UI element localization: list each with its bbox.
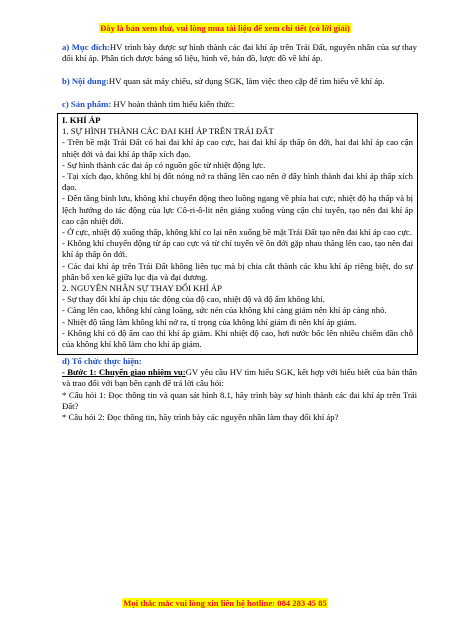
section-d — [62, 356, 417, 423]
box-paragraph: - Nhiệt độ tăng làm không khí nở ra, tỉ trọng của không khí giảm đi nên khí áp giảm. — [62, 316, 357, 327]
preview-banner: Đây là bản xem thử, vui lòng mua tài liệu để xem chi tiết (có lời giải) — [100, 23, 350, 33]
box-paragraph: - Tại xích đạo, không khí bị đốt nóng nở ra thăng lên cao nên ở đây hình thành đai khí áp thấp xích đạo. — [62, 171, 413, 193]
box-paragraph: - Không khí chuyển động từ áp cao cực và từ chí tuyến về ôn đới gặp nhau thăng lên cao, tạo nên đai khí áp thấp ôn đới. — [62, 238, 413, 260]
section-c-text: HV hoàn thành tìm hiểu kiến thức: — [111, 99, 235, 109]
step-1-text: GV yêu cầu HV tìm hiểu SGK, kết hợp với hiểu biết của bản thân và trao đổi với bạn bên cạnh để trả lời câu hỏi: — [62, 367, 417, 389]
box-heading: I. KHÍ ÁP — [62, 115, 101, 125]
section-b — [62, 76, 417, 87]
box-paragraph: - Sự thay đổi khí áp chịu tác động của độ cao, nhiệt độ và độ ẩm không khí. — [62, 294, 325, 305]
question-1: * Câu hỏi 1: Đọc thông tin và quan sát hình 8.1, hãy trình bày sự hình thành các đai khí áp trên Trái Đất? — [62, 389, 417, 411]
section-a-label: a) Mục đích: — [62, 42, 110, 52]
knowledge-box — [57, 113, 418, 355]
box-paragraph: - Ở cực, nhiệt độ xuống thấp, không khí co lại nên xuống bề mặt Trái Đất tạo nên đai khí áp cao cực. — [62, 227, 413, 238]
section-d-label: d) Tổ chức thực hiện: — [62, 356, 142, 366]
box-paragraph: - Không khí có độ ẩm cao thì khí áp giảm. Khi nhiệt độ cao, hơi nước bốc lên nhiều chiếm dần chỗ của không khí khô làm cho khí áp giảm. — [62, 327, 413, 350]
box-paragraph: - Đến tầng bình lưu, không khí chuyển động theo luồng ngang về phía hai cực, nhiệt độ hạ thấp và bị lệch hướng do tác động của lực Cô-ri-ô-lit nên giáng xuống vùng cận chí tuyến, tạo nên đai khí áp cao cận nhiệt đới. — [62, 193, 413, 226]
box-paragraph: - Trên bề mặt Trái Đất có hai đai khí áp cao cực, hai đai khí áp thấp ôn đới, hai đai khí áp cao cận nhiệt đới và đai khí áp thấp xích đạo. — [62, 137, 413, 159]
section-b-text: HV quan sát máy chiếu, sử dụng SGK, làm việc theo cặp để tìm hiểu về khí áp. — [108, 76, 385, 86]
section-a-text: HV trình bày được sự hình thành các đai khí áp trên Trái Đất, nguyên nhân của sự thay đổi khí áp. Phân tích được bảng số liệu, hình vẽ, bản đồ, lược đồ về khí áp. — [62, 42, 417, 64]
step-1-label: - Bước 1: Chuyển giao nhiệm vụ: — [62, 367, 186, 378]
hotline-banner: Mọi thắc mắc vui lòng xin liên hệ hotline: 084 283 45 85 — [123, 598, 327, 608]
section-a — [62, 42, 417, 64]
question-2: * Câu hỏi 2: Đọc thông tin, hãy trình bày các nguyên nhân làm thay đổi khí áp? — [62, 412, 339, 423]
box-paragraph: - Càng lên cao, không khí càng loãng, sức nén của không khí càng giảm nên khí áp càng nhỏ. — [62, 305, 387, 316]
box-subheading-1: 1. SỰ HÌNH THÀNH CÁC ĐAI KHÍ ÁP TRÊN TRÁI ĐẤT — [62, 126, 274, 137]
section-c — [62, 99, 417, 110]
section-c-label: c) Sản phẩm: — [62, 99, 112, 109]
box-paragraph: - Các đai khí áp trên Trái Đất không liên tục mà bị chia cắt thành các khu khí áp riêng biệt, do sự phân bố xen kẽ giữa lục địa và đại dương. — [62, 260, 413, 282]
box-subheading-2: 2. NGUYÊN NHÂN SỰ THAY ĐỔI KHÍ ÁP — [62, 283, 222, 294]
box-paragraph: - Sự hình thành các đai áp có nguồn gốc từ nhiệt động lực. — [62, 159, 266, 170]
section-b-label: b) Nội dung: — [62, 76, 109, 86]
